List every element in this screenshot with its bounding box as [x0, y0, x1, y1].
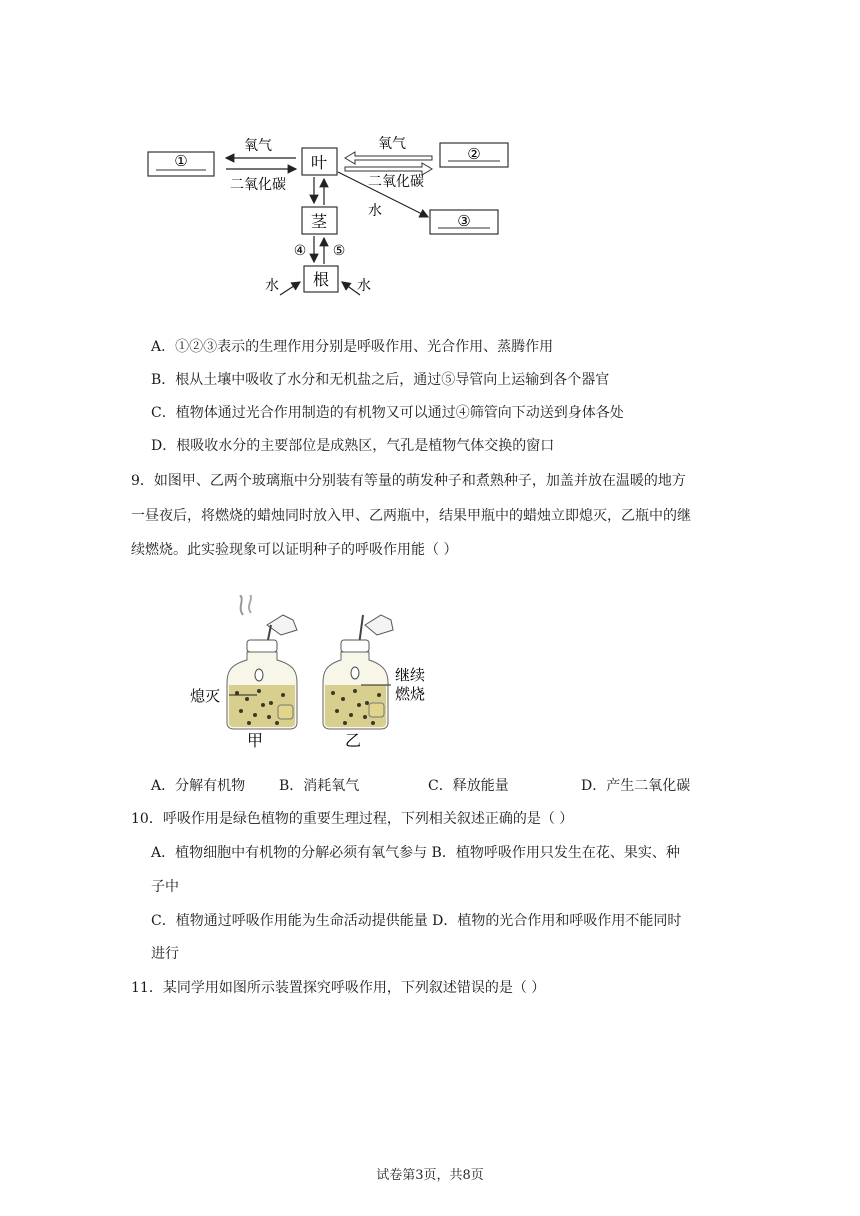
- q9-stem-line1: 9．如图甲、乙两个玻璃瓶中分别装有等量的萌发种子和煮熟种子，加盖并放在温暖的地方: [131, 473, 686, 489]
- q9-stem-line3: 续燃烧。此实验现象可以证明种子的呼吸作用能（ ）: [131, 542, 458, 558]
- q10-options-row1-cont: 子中: [151, 879, 179, 895]
- label-water-root-right: 水: [357, 278, 371, 294]
- bottle-yi: [323, 615, 393, 729]
- q9-option-d: D．产生二氧化碳: [581, 778, 691, 794]
- q9-option-a: A．分解有机物: [151, 778, 246, 794]
- stem-label: 茎: [310, 212, 328, 231]
- q9-stem-line2: 一昼夜后，将燃烧的蜡烛同时放入甲、乙两瓶中，结果甲瓶中的蜡烛立即熄灭，乙瓶中的继: [131, 508, 691, 524]
- q9-option-c: C．释放能量: [428, 778, 509, 794]
- leaf-label: 叶: [310, 153, 328, 172]
- label-co2-right: 二氧化碳: [368, 174, 424, 190]
- label-n4: ④: [293, 243, 307, 259]
- label-continue-2: 燃烧: [395, 685, 426, 703]
- label-water-diag: 水: [368, 203, 382, 219]
- label-jia: 甲: [246, 731, 264, 750]
- page-footer: 试卷第3页，共8页: [376, 1168, 484, 1183]
- root-label: 根: [312, 270, 330, 289]
- label-n5: ⑤: [332, 243, 346, 259]
- label-yi: 乙: [344, 731, 362, 750]
- seed-bottle-figure: [185, 595, 445, 750]
- q8-option-d: D．根吸收水分的主要部位是成熟区，气孔是植物气体交换的窗口: [151, 438, 555, 454]
- q9-option-b: B．消耗氧气: [279, 778, 360, 794]
- q8-option-a: A．①②③表示的生理作用分别是呼吸作用、光合作用、蒸腾作用: [151, 339, 554, 355]
- q10-options-row2-cont: 进行: [151, 946, 179, 962]
- bottle-jia: [227, 595, 297, 729]
- label-continue-1: 继续: [395, 666, 426, 684]
- label-co2-left: 二氧化碳: [230, 177, 286, 193]
- q10-options-row1: A．植物细胞中有机物的分解必须有氧气参与 B．植物呼吸作用只发生在花、果实、种: [151, 845, 680, 861]
- q8-option-c: C．植物体通过光合作用制造的有机物又可以通过④筛管向下动送到身体各处: [151, 405, 624, 421]
- label-n1: ①: [174, 152, 188, 170]
- label-extinguish: 熄灭: [190, 687, 221, 705]
- q10-stem: 10．呼吸作用是绿色植物的重要生理过程，下列相关叙述正确的是（ ）: [131, 811, 574, 827]
- q8-option-b: B．根从土壤中吸收了水分和无机盐之后，通过⑤导管向上运输到各个器官: [151, 372, 610, 388]
- label-water-root-left: 水: [265, 278, 279, 294]
- q11-stem: 11．某同学用如图所示装置探究呼吸作用，下列叙述错误的是（ ）: [131, 980, 546, 996]
- q10-options-row2: C．植物通过呼吸作用能为生命活动提供能量 D．植物的光合作用和呼吸作用不能同时: [151, 913, 682, 929]
- label-oxygen-left: 氧气: [244, 138, 272, 154]
- label-n3: ③: [457, 212, 471, 230]
- label-n2: ②: [467, 145, 481, 163]
- label-oxygen-right: 氧气: [378, 136, 406, 152]
- plant-physiology-diagram: [140, 125, 520, 305]
